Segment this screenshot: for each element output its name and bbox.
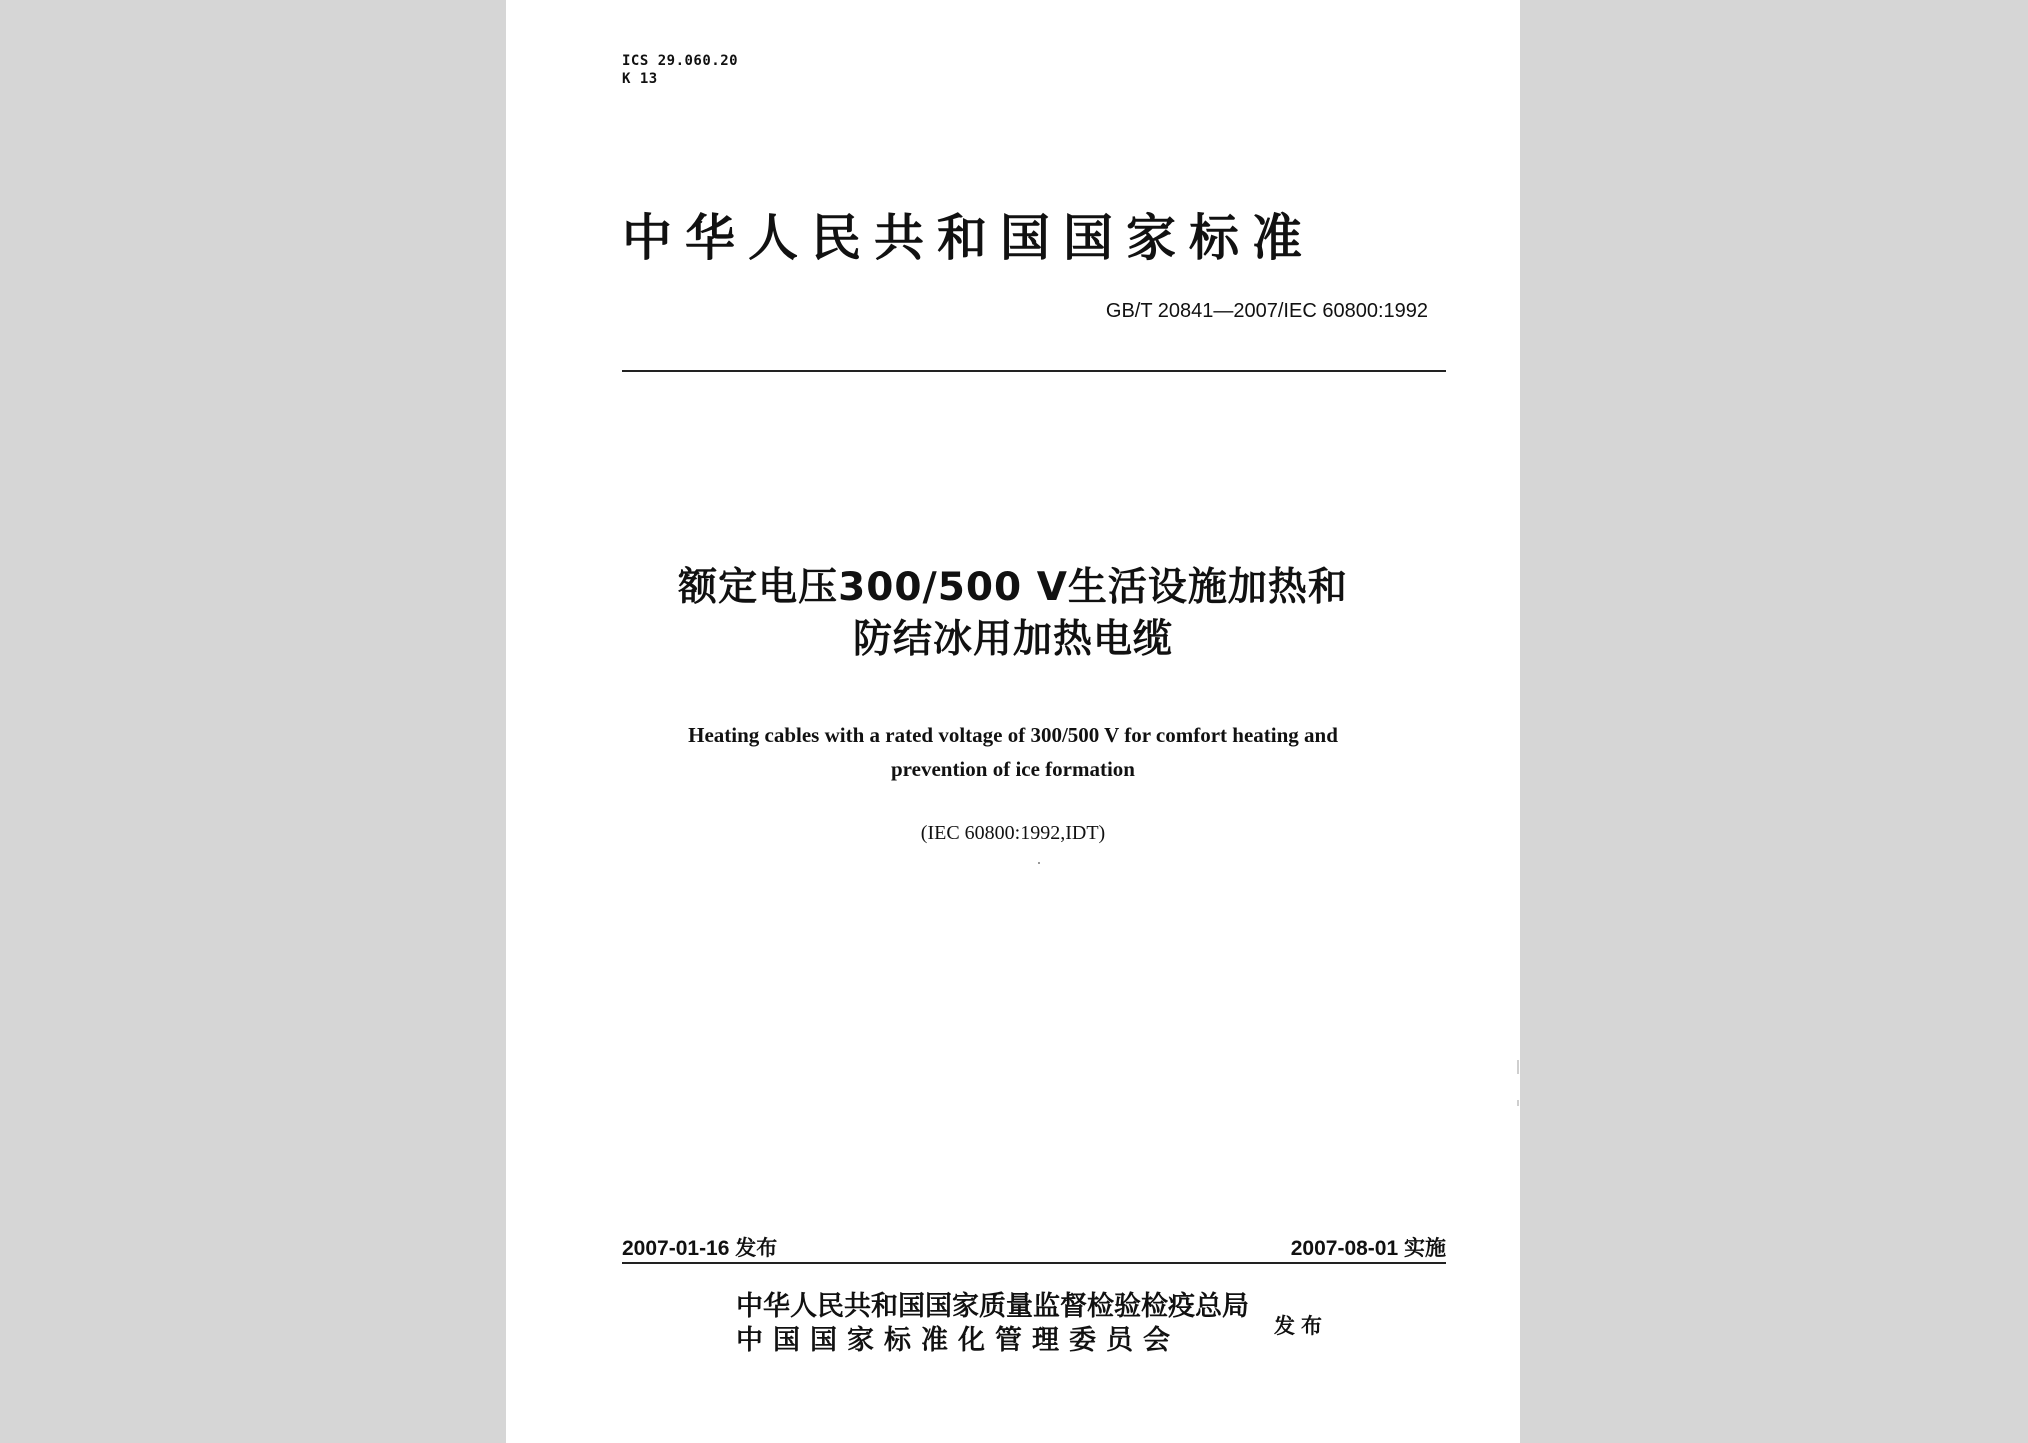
implementation-date: 2007-08-01 实施	[1290, 1237, 1446, 1260]
chinese-title-line-2: 防结冰用加热电缆	[852, 617, 1173, 662]
equivalence-note: (IEC 60800:1992,IDT)	[920, 822, 1106, 844]
standard-type-heading: 中华人民共和国国家标准	[622, 208, 1315, 267]
edge-mark	[1517, 1060, 1519, 1074]
scan-speck	[1038, 862, 1040, 864]
ics-code: ICS 29.060.20	[622, 53, 739, 69]
english-title	[506, 718, 1520, 786]
issuer-sac: 中国国家标准化管理委员会	[736, 1325, 1180, 1356]
footer-divider	[622, 1262, 1446, 1264]
header-divider	[622, 370, 1446, 372]
classification-codes	[622, 52, 738, 88]
issue-date: 2007-01-16 发布	[622, 1237, 778, 1260]
issuer-aqsiq: 中华人民共和国国家质量监督检验检疫总局	[736, 1291, 1249, 1322]
chinese-title-line-1: 额定电压300/500 V生活设施加热和	[678, 565, 1348, 610]
english-title-line-1: Heating cables with a rated voltage of 300/500 V for comfort heating and	[688, 723, 1338, 747]
ccs-code: K 13	[622, 71, 658, 87]
chinese-title	[506, 562, 1520, 666]
publish-label: 发布	[1274, 1313, 1328, 1338]
standard-number: GB/T 20841—2007/IEC 60800:1992	[1105, 300, 1428, 322]
english-title-line-2: prevention of ice formation	[891, 757, 1135, 781]
edge-mark	[1517, 1100, 1519, 1106]
document-page	[506, 0, 1520, 1443]
issuing-bodies	[736, 1290, 1249, 1358]
